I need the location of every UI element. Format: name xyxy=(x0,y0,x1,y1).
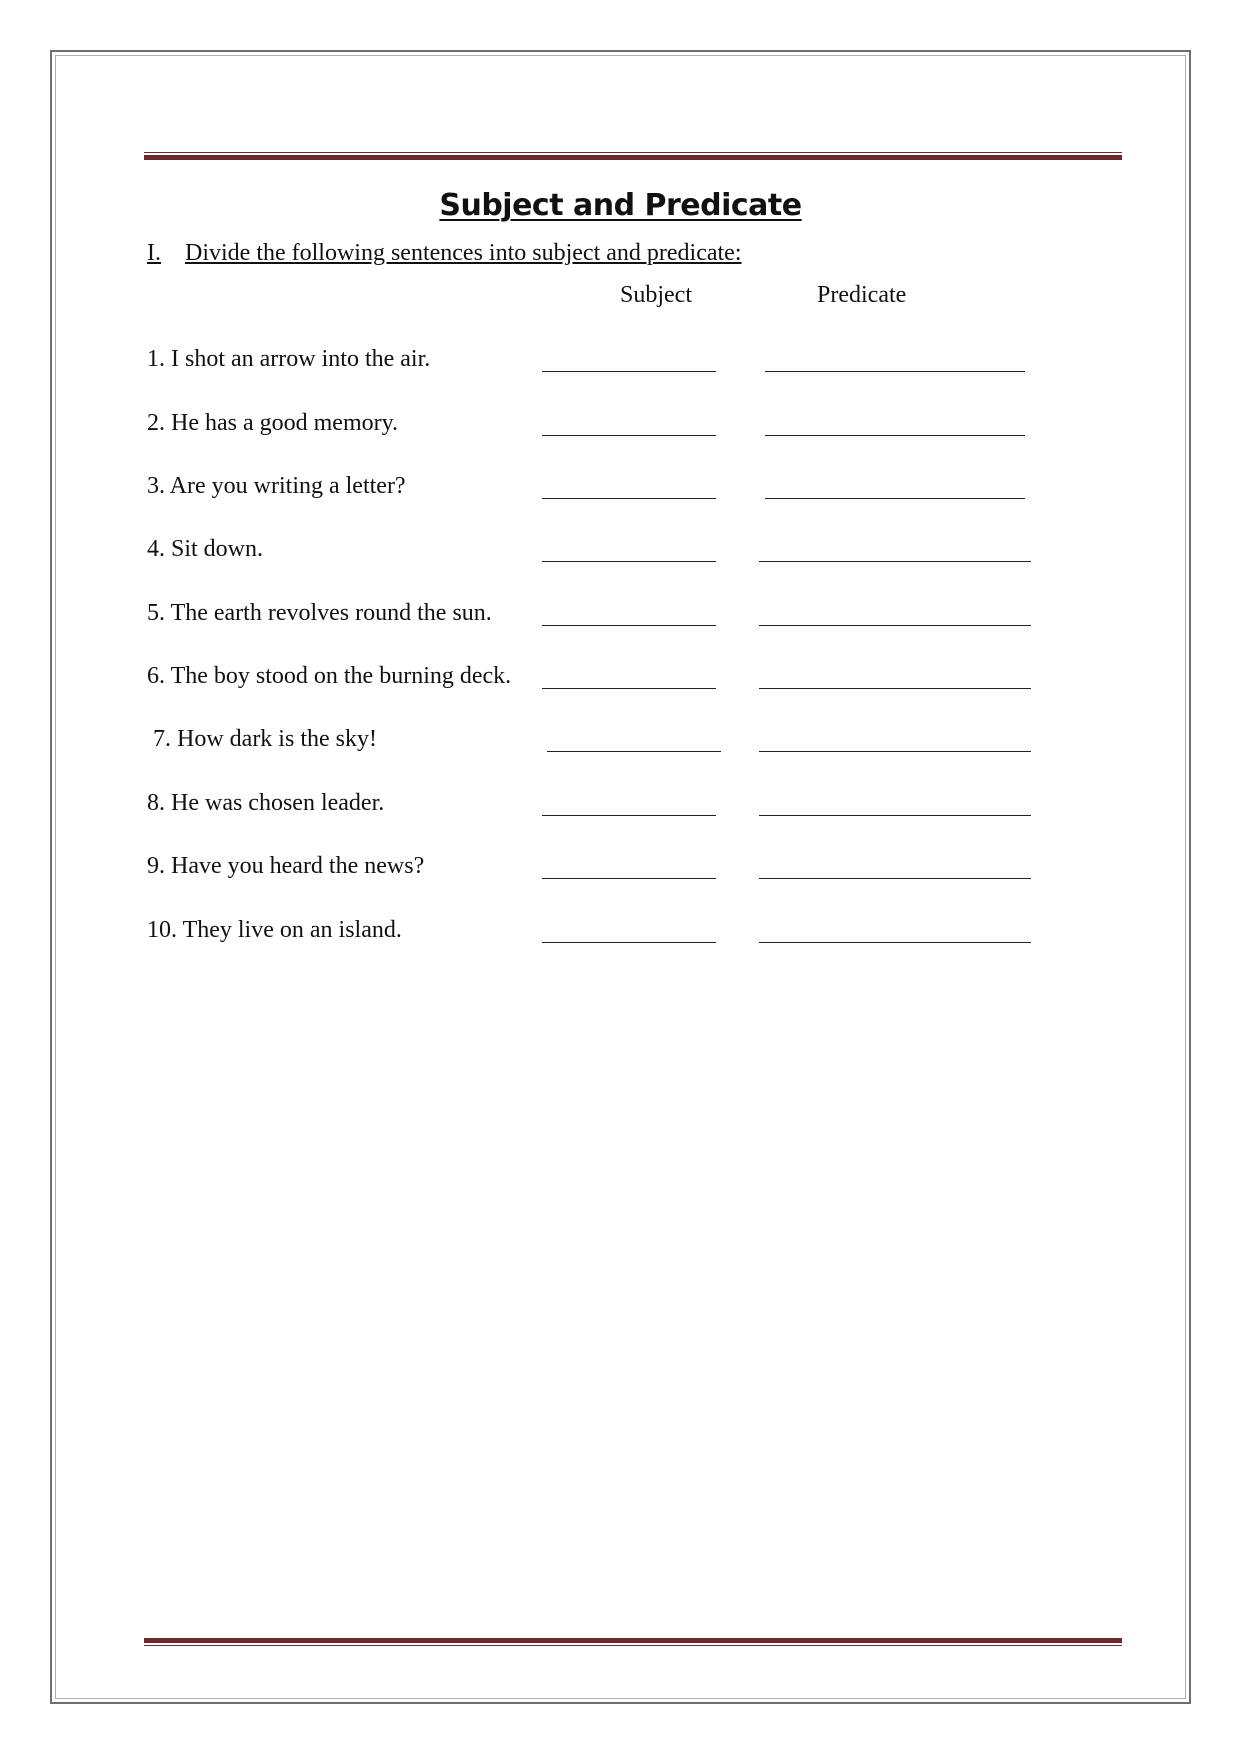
exercise-row xyxy=(0,346,1241,380)
exercise-row xyxy=(0,663,1241,697)
exercise-row xyxy=(0,790,1241,824)
predicate-blank xyxy=(765,371,1025,372)
predicate-blank xyxy=(759,751,1031,752)
subject-blank xyxy=(542,561,716,562)
sentence-text: 5. The earth revolves round the sun. xyxy=(147,600,492,626)
predicate-blank xyxy=(765,498,1025,499)
sentence-text: 1. I shot an arrow into the air. xyxy=(147,346,431,372)
column-header-subject: Subject xyxy=(620,282,692,308)
sentence-text: 8. He was chosen leader. xyxy=(147,790,385,816)
sentence-text: 9. Have you heard the news? xyxy=(147,853,425,879)
sentence-text: 4. Sit down. xyxy=(147,536,264,562)
subject-blank xyxy=(542,815,716,816)
instruction-text: Divide the following sentences into subject and predicate: xyxy=(185,240,742,266)
predicate-blank xyxy=(759,942,1031,943)
subject-blank xyxy=(542,878,716,879)
subject-blank xyxy=(542,435,716,436)
column-header-predicate: Predicate xyxy=(817,282,907,308)
subject-blank xyxy=(542,942,716,943)
bottom-divider xyxy=(144,1638,1122,1646)
predicate-blank xyxy=(759,625,1031,626)
exercise-row xyxy=(0,917,1241,951)
sentence-text: 3. Are you writing a letter? xyxy=(147,473,406,499)
sentence-text: 7. How dark is the sky! xyxy=(153,726,377,752)
exercise-row xyxy=(0,410,1241,444)
exercise-row xyxy=(0,473,1241,507)
page-title: Subject and Predicate xyxy=(439,188,802,223)
subject-blank xyxy=(542,625,716,626)
exercise-row xyxy=(0,853,1241,887)
instruction-number: I. xyxy=(147,240,161,266)
exercise-row xyxy=(0,536,1241,570)
predicate-blank xyxy=(759,561,1031,562)
subject-blank xyxy=(547,751,721,752)
sentence-text: 6. The boy stood on the burning deck. xyxy=(147,663,512,689)
subject-blank xyxy=(542,498,716,499)
subject-blank xyxy=(542,371,716,372)
exercise-row xyxy=(0,600,1241,634)
instruction xyxy=(147,240,742,267)
exercise-row xyxy=(0,726,1241,760)
predicate-blank xyxy=(759,878,1031,879)
sentence-text: 10. They live on an island. xyxy=(147,917,402,943)
top-divider xyxy=(144,152,1122,160)
subject-blank xyxy=(542,688,716,689)
sentence-text: 2. He has a good memory. xyxy=(147,410,399,436)
predicate-blank xyxy=(759,688,1031,689)
predicate-blank xyxy=(765,435,1025,436)
predicate-blank xyxy=(759,815,1031,816)
